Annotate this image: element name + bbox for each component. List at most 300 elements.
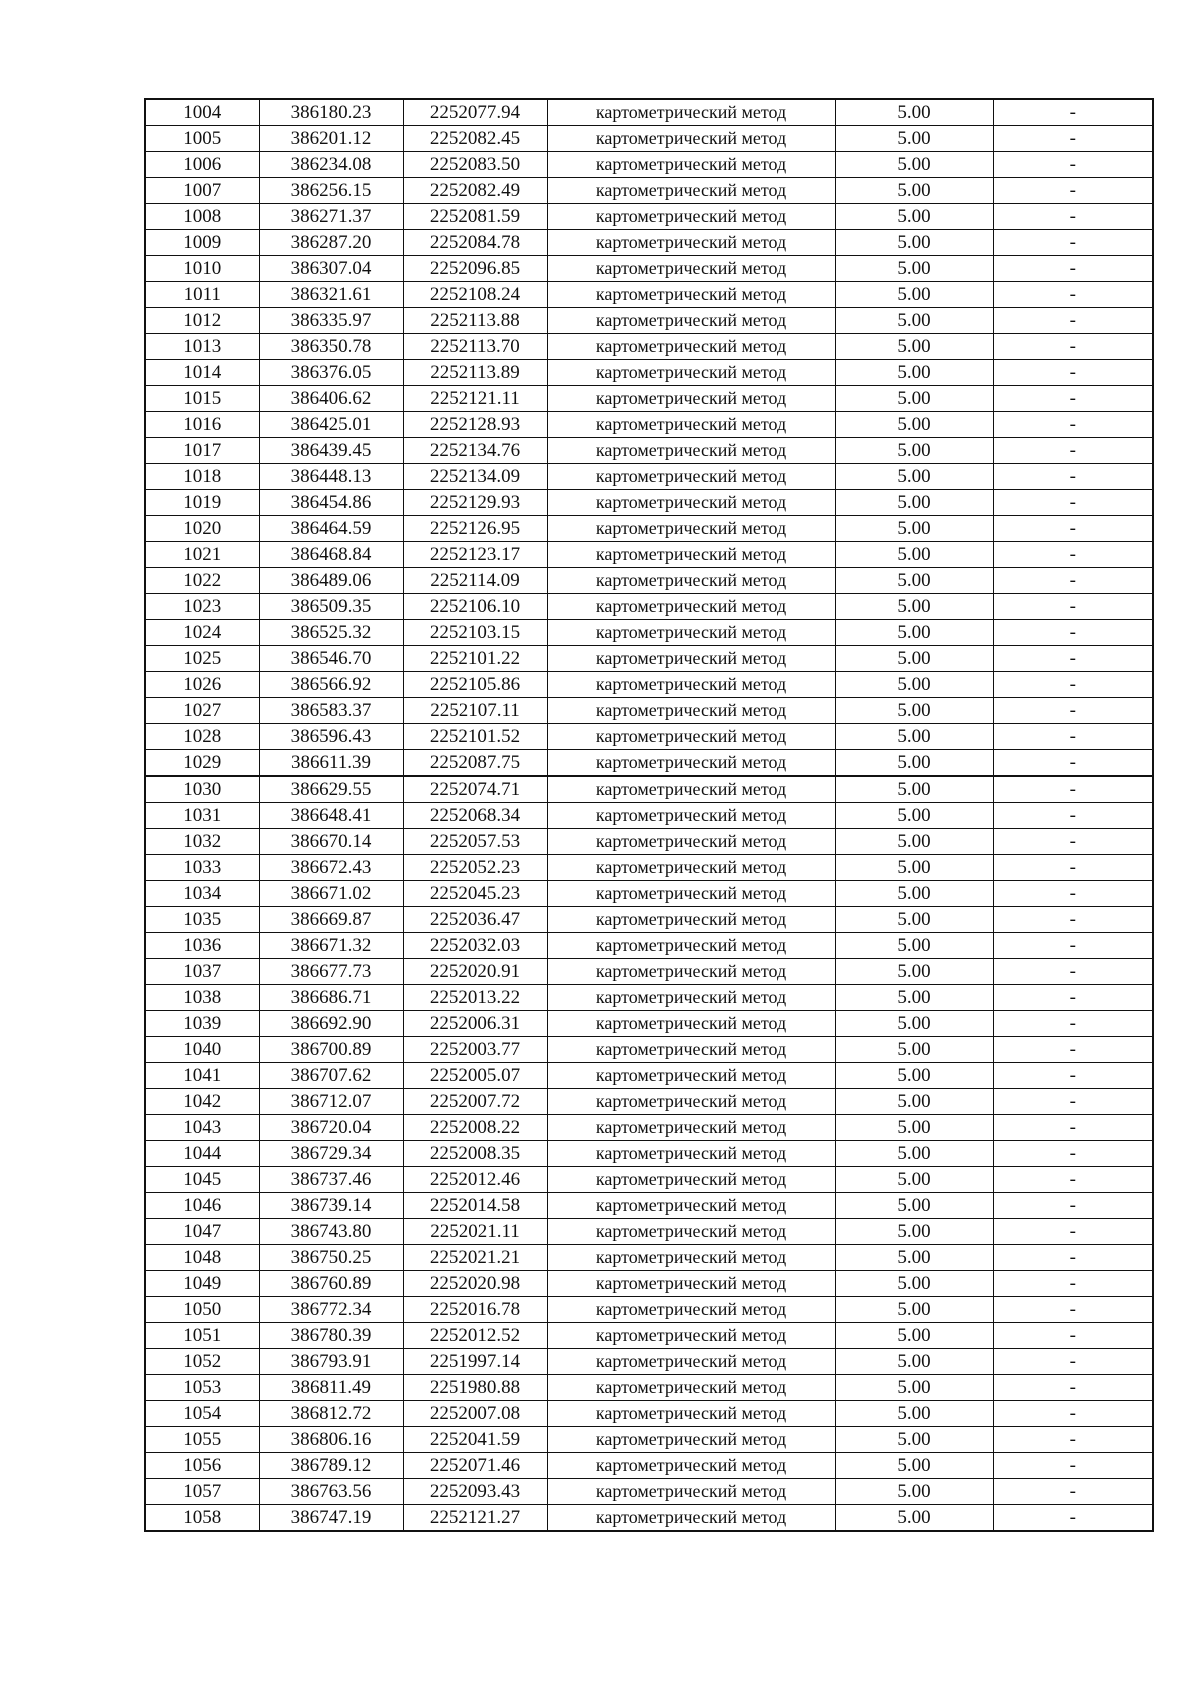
accuracy-cell: 5.00 [835, 334, 993, 360]
table-row [145, 1401, 1153, 1427]
description-cell: - [993, 646, 1153, 672]
x-coordinate-cell: 386307.04 [259, 256, 403, 282]
x-coordinate-cell: 386737.46 [259, 1167, 403, 1193]
table-row [145, 829, 1153, 855]
x-coordinate-cell: 386525.32 [259, 620, 403, 646]
accuracy-cell: 5.00 [835, 1037, 993, 1063]
description-cell: - [993, 1063, 1153, 1089]
point-number-cell: 1039 [145, 1011, 259, 1037]
description-cell: - [993, 959, 1153, 985]
point-number-cell: 1016 [145, 412, 259, 438]
point-number-cell: 1052 [145, 1349, 259, 1375]
description-cell: - [993, 881, 1153, 907]
y-coordinate-cell: 2252052.23 [403, 855, 547, 881]
description-cell: - [993, 672, 1153, 698]
method-cell: картометрический метод [547, 256, 835, 282]
method-cell: картометрический метод [547, 1063, 835, 1089]
x-coordinate-cell: 386464.59 [259, 516, 403, 542]
method-cell: картометрический метод [547, 1115, 835, 1141]
table-row [145, 1089, 1153, 1115]
y-coordinate-cell: 2252082.45 [403, 126, 547, 152]
table-row [145, 1349, 1153, 1375]
table-row [145, 620, 1153, 646]
point-number-cell: 1008 [145, 204, 259, 230]
point-number-cell: 1032 [145, 829, 259, 855]
description-cell: - [993, 360, 1153, 386]
table-row [145, 360, 1153, 386]
accuracy-cell: 5.00 [835, 1401, 993, 1427]
point-number-cell: 1033 [145, 855, 259, 881]
point-number-cell: 1057 [145, 1479, 259, 1505]
table-row [145, 1297, 1153, 1323]
y-coordinate-cell: 2252134.76 [403, 438, 547, 464]
x-coordinate-cell: 386509.35 [259, 594, 403, 620]
point-number-cell: 1018 [145, 464, 259, 490]
table-row [145, 1063, 1153, 1089]
method-cell: картометрический метод [547, 438, 835, 464]
method-cell: картометрический метод [547, 724, 835, 750]
point-number-cell: 1015 [145, 386, 259, 412]
description-cell: - [993, 1453, 1153, 1479]
y-coordinate-cell: 2252020.98 [403, 1271, 547, 1297]
description-cell: - [993, 1141, 1153, 1167]
description-cell: - [993, 152, 1153, 178]
y-coordinate-cell: 2252032.03 [403, 933, 547, 959]
accuracy-cell: 5.00 [835, 1453, 993, 1479]
y-coordinate-cell: 2252012.52 [403, 1323, 547, 1349]
y-coordinate-cell: 2252068.34 [403, 803, 547, 829]
description-cell: - [993, 516, 1153, 542]
point-number-cell: 1050 [145, 1297, 259, 1323]
y-coordinate-cell: 2252101.22 [403, 646, 547, 672]
x-coordinate-cell: 386321.61 [259, 282, 403, 308]
point-number-cell: 1024 [145, 620, 259, 646]
point-number-cell: 1041 [145, 1063, 259, 1089]
y-coordinate-cell: 2252013.22 [403, 985, 547, 1011]
point-number-cell: 1048 [145, 1245, 259, 1271]
table-row [145, 1193, 1153, 1219]
y-coordinate-cell: 2252113.70 [403, 334, 547, 360]
x-coordinate-cell: 386287.20 [259, 230, 403, 256]
y-coordinate-cell: 2252041.59 [403, 1427, 547, 1453]
x-coordinate-cell: 386669.87 [259, 907, 403, 933]
point-number-cell: 1045 [145, 1167, 259, 1193]
y-coordinate-cell: 2252008.22 [403, 1115, 547, 1141]
description-cell: - [993, 803, 1153, 829]
point-number-cell: 1004 [145, 99, 259, 126]
method-cell: картометрический метод [547, 1037, 835, 1063]
y-coordinate-cell: 2252103.15 [403, 620, 547, 646]
accuracy-cell: 5.00 [835, 620, 993, 646]
accuracy-cell: 5.00 [835, 803, 993, 829]
table-row [145, 646, 1153, 672]
table-row [145, 204, 1153, 230]
point-number-cell: 1022 [145, 568, 259, 594]
y-coordinate-cell: 2252077.94 [403, 99, 547, 126]
y-coordinate-cell: 2252087.75 [403, 750, 547, 777]
description-cell: - [993, 985, 1153, 1011]
y-coordinate-cell: 2252101.52 [403, 724, 547, 750]
accuracy-cell: 5.00 [835, 308, 993, 334]
accuracy-cell: 5.00 [835, 204, 993, 230]
accuracy-cell: 5.00 [835, 881, 993, 907]
description-cell: - [993, 1089, 1153, 1115]
method-cell: картометрический метод [547, 829, 835, 855]
method-cell: картометрический метод [547, 1011, 835, 1037]
x-coordinate-cell: 386234.08 [259, 152, 403, 178]
method-cell: картометрический метод [547, 750, 835, 777]
accuracy-cell: 5.00 [835, 1349, 993, 1375]
accuracy-cell: 5.00 [835, 490, 993, 516]
x-coordinate-cell: 386271.37 [259, 204, 403, 230]
y-coordinate-cell: 2252007.72 [403, 1089, 547, 1115]
x-coordinate-cell: 386739.14 [259, 1193, 403, 1219]
method-cell: картометрический метод [547, 1323, 835, 1349]
method-cell: картометрический метод [547, 672, 835, 698]
table-row [145, 490, 1153, 516]
description-cell: - [993, 1219, 1153, 1245]
y-coordinate-cell: 2252036.47 [403, 907, 547, 933]
description-cell: - [993, 464, 1153, 490]
point-number-cell: 1054 [145, 1401, 259, 1427]
y-coordinate-cell: 2252021.21 [403, 1245, 547, 1271]
point-number-cell: 1025 [145, 646, 259, 672]
method-cell: картометрический метод [547, 959, 835, 985]
method-cell: картометрический метод [547, 1375, 835, 1401]
x-coordinate-cell: 386677.73 [259, 959, 403, 985]
method-cell: картометрический метод [547, 1219, 835, 1245]
method-cell: картометрический метод [547, 1479, 835, 1505]
description-cell: - [993, 855, 1153, 881]
table-row [145, 985, 1153, 1011]
x-coordinate-cell: 386780.39 [259, 1323, 403, 1349]
y-coordinate-cell: 2252121.11 [403, 386, 547, 412]
description-cell: - [993, 412, 1153, 438]
point-number-cell: 1006 [145, 152, 259, 178]
accuracy-cell: 5.00 [835, 438, 993, 464]
table-row [145, 855, 1153, 881]
description-cell: - [993, 99, 1153, 126]
description-cell: - [993, 568, 1153, 594]
x-coordinate-cell: 386670.14 [259, 829, 403, 855]
accuracy-cell: 5.00 [835, 1167, 993, 1193]
point-number-cell: 1053 [145, 1375, 259, 1401]
table-row [145, 1219, 1153, 1245]
x-coordinate-cell: 386729.34 [259, 1141, 403, 1167]
table-row [145, 464, 1153, 490]
method-cell: картометрический метод [547, 646, 835, 672]
method-cell: картометрический метод [547, 308, 835, 334]
table-row [145, 1011, 1153, 1037]
y-coordinate-cell: 2252093.43 [403, 1479, 547, 1505]
description-cell: - [993, 1375, 1153, 1401]
description-cell: - [993, 698, 1153, 724]
y-coordinate-cell: 2252107.11 [403, 698, 547, 724]
method-cell: картометрический метод [547, 1193, 835, 1219]
description-cell: - [993, 1167, 1153, 1193]
y-coordinate-cell: 2252129.93 [403, 490, 547, 516]
accuracy-cell: 5.00 [835, 126, 993, 152]
x-coordinate-cell: 386629.55 [259, 776, 403, 803]
description-cell: - [993, 1115, 1153, 1141]
y-coordinate-cell: 2252014.58 [403, 1193, 547, 1219]
x-coordinate-cell: 386811.49 [259, 1375, 403, 1401]
description-cell: - [993, 594, 1153, 620]
x-coordinate-cell: 386648.41 [259, 803, 403, 829]
method-cell: картометрический метод [547, 803, 835, 829]
method-cell: картометрический метод [547, 1089, 835, 1115]
y-coordinate-cell: 2252020.91 [403, 959, 547, 985]
description-cell: - [993, 542, 1153, 568]
x-coordinate-cell: 386712.07 [259, 1089, 403, 1115]
description-cell: - [993, 1349, 1153, 1375]
accuracy-cell: 5.00 [835, 985, 993, 1011]
point-number-cell: 1034 [145, 881, 259, 907]
table-row [145, 308, 1153, 334]
table-row [145, 776, 1153, 803]
description-cell: - [993, 1427, 1153, 1453]
accuracy-cell: 5.00 [835, 542, 993, 568]
description-cell: - [993, 1245, 1153, 1271]
accuracy-cell: 5.00 [835, 959, 993, 985]
accuracy-cell: 5.00 [835, 1011, 993, 1037]
description-cell: - [993, 750, 1153, 777]
x-coordinate-cell: 386747.19 [259, 1505, 403, 1532]
description-cell: - [993, 386, 1153, 412]
method-cell: картометрический метод [547, 152, 835, 178]
y-coordinate-cell: 2252106.10 [403, 594, 547, 620]
point-number-cell: 1027 [145, 698, 259, 724]
x-coordinate-cell: 386448.13 [259, 464, 403, 490]
y-coordinate-cell: 2252082.49 [403, 178, 547, 204]
x-coordinate-cell: 386376.05 [259, 360, 403, 386]
method-cell: картометрический метод [547, 907, 835, 933]
accuracy-cell: 5.00 [835, 464, 993, 490]
description-cell: - [993, 204, 1153, 230]
method-cell: картометрический метод [547, 1505, 835, 1532]
method-cell: картометрический метод [547, 282, 835, 308]
coordinates-table [144, 98, 1154, 1532]
method-cell: картометрический метод [547, 386, 835, 412]
point-number-cell: 1051 [145, 1323, 259, 1349]
x-coordinate-cell: 386454.86 [259, 490, 403, 516]
description-cell: - [993, 620, 1153, 646]
accuracy-cell: 5.00 [835, 1115, 993, 1141]
accuracy-cell: 5.00 [835, 256, 993, 282]
point-number-cell: 1030 [145, 776, 259, 803]
accuracy-cell: 5.00 [835, 1375, 993, 1401]
accuracy-cell: 5.00 [835, 1219, 993, 1245]
x-coordinate-cell: 386546.70 [259, 646, 403, 672]
point-number-cell: 1043 [145, 1115, 259, 1141]
y-coordinate-cell: 2252021.11 [403, 1219, 547, 1245]
table-row [145, 724, 1153, 750]
y-coordinate-cell: 2252045.23 [403, 881, 547, 907]
x-coordinate-cell: 386335.97 [259, 308, 403, 334]
description-cell: - [993, 933, 1153, 959]
accuracy-cell: 5.00 [835, 1297, 993, 1323]
x-coordinate-cell: 386672.43 [259, 855, 403, 881]
point-number-cell: 1035 [145, 907, 259, 933]
accuracy-cell: 5.00 [835, 230, 993, 256]
table-row [145, 412, 1153, 438]
method-cell: картометрический метод [547, 776, 835, 803]
description-cell: - [993, 1323, 1153, 1349]
accuracy-cell: 5.00 [835, 282, 993, 308]
accuracy-cell: 5.00 [835, 1245, 993, 1271]
table-row [145, 933, 1153, 959]
table-row [145, 1479, 1153, 1505]
accuracy-cell: 5.00 [835, 829, 993, 855]
point-number-cell: 1056 [145, 1453, 259, 1479]
x-coordinate-cell: 386180.23 [259, 99, 403, 126]
y-coordinate-cell: 2252071.46 [403, 1453, 547, 1479]
x-coordinate-cell: 386350.78 [259, 334, 403, 360]
y-coordinate-cell: 2252123.17 [403, 542, 547, 568]
x-coordinate-cell: 386760.89 [259, 1271, 403, 1297]
x-coordinate-cell: 386763.56 [259, 1479, 403, 1505]
description-cell: - [993, 1011, 1153, 1037]
table-row [145, 126, 1153, 152]
x-coordinate-cell: 386425.01 [259, 412, 403, 438]
y-coordinate-cell: 2252108.24 [403, 282, 547, 308]
point-number-cell: 1028 [145, 724, 259, 750]
method-cell: картометрический метод [547, 855, 835, 881]
method-cell: картометрический метод [547, 126, 835, 152]
description-cell: - [993, 308, 1153, 334]
accuracy-cell: 5.00 [835, 1271, 993, 1297]
y-coordinate-cell: 2252006.31 [403, 1011, 547, 1037]
table-row [145, 698, 1153, 724]
accuracy-cell: 5.00 [835, 152, 993, 178]
point-number-cell: 1038 [145, 985, 259, 1011]
table-row [145, 672, 1153, 698]
y-coordinate-cell: 2252134.09 [403, 464, 547, 490]
y-coordinate-cell: 2252008.35 [403, 1141, 547, 1167]
method-cell: картометрический метод [547, 620, 835, 646]
description-cell: - [993, 230, 1153, 256]
method-cell: картометрический метод [547, 1245, 835, 1271]
description-cell: - [993, 1401, 1153, 1427]
accuracy-cell: 5.00 [835, 724, 993, 750]
point-number-cell: 1058 [145, 1505, 259, 1532]
table-row [145, 516, 1153, 542]
y-coordinate-cell: 2252074.71 [403, 776, 547, 803]
accuracy-cell: 5.00 [835, 1193, 993, 1219]
point-number-cell: 1020 [145, 516, 259, 542]
x-coordinate-cell: 386772.34 [259, 1297, 403, 1323]
x-coordinate-cell: 386750.25 [259, 1245, 403, 1271]
accuracy-cell: 5.00 [835, 1141, 993, 1167]
accuracy-cell: 5.00 [835, 750, 993, 777]
point-number-cell: 1026 [145, 672, 259, 698]
table-row [145, 1271, 1153, 1297]
y-coordinate-cell: 2252126.95 [403, 516, 547, 542]
point-number-cell: 1007 [145, 178, 259, 204]
accuracy-cell: 5.00 [835, 594, 993, 620]
point-number-cell: 1047 [145, 1219, 259, 1245]
table-row [145, 282, 1153, 308]
point-number-cell: 1021 [145, 542, 259, 568]
point-number-cell: 1009 [145, 230, 259, 256]
point-number-cell: 1011 [145, 282, 259, 308]
method-cell: картометрический метод [547, 1297, 835, 1323]
table-row [145, 1141, 1153, 1167]
method-cell: картометрический метод [547, 360, 835, 386]
description-cell: - [993, 907, 1153, 933]
point-number-cell: 1046 [145, 1193, 259, 1219]
description-cell: - [993, 829, 1153, 855]
point-number-cell: 1013 [145, 334, 259, 360]
method-cell: картометрический метод [547, 334, 835, 360]
point-number-cell: 1012 [145, 308, 259, 334]
table-row [145, 230, 1153, 256]
point-number-cell: 1031 [145, 803, 259, 829]
x-coordinate-cell: 386489.06 [259, 568, 403, 594]
table-row [145, 881, 1153, 907]
accuracy-cell: 5.00 [835, 1427, 993, 1453]
accuracy-cell: 5.00 [835, 412, 993, 438]
description-cell: - [993, 1505, 1153, 1532]
x-coordinate-cell: 386789.12 [259, 1453, 403, 1479]
x-coordinate-cell: 386611.39 [259, 750, 403, 777]
accuracy-cell: 5.00 [835, 698, 993, 724]
point-number-cell: 1042 [145, 1089, 259, 1115]
y-coordinate-cell: 2252016.78 [403, 1297, 547, 1323]
table-row [145, 594, 1153, 620]
method-cell: картометрический метод [547, 542, 835, 568]
method-cell: картометрический метод [547, 230, 835, 256]
accuracy-cell: 5.00 [835, 99, 993, 126]
table-row [145, 1167, 1153, 1193]
y-coordinate-cell: 2252128.93 [403, 412, 547, 438]
x-coordinate-cell: 386707.62 [259, 1063, 403, 1089]
table-row [145, 99, 1153, 126]
method-cell: картометрический метод [547, 99, 835, 126]
accuracy-cell: 5.00 [835, 1089, 993, 1115]
table-row [145, 178, 1153, 204]
point-number-cell: 1055 [145, 1427, 259, 1453]
method-cell: картометрический метод [547, 698, 835, 724]
y-coordinate-cell: 2252113.89 [403, 360, 547, 386]
method-cell: картометрический метод [547, 1427, 835, 1453]
table-row [145, 1323, 1153, 1349]
point-number-cell: 1023 [145, 594, 259, 620]
description-cell: - [993, 1037, 1153, 1063]
accuracy-cell: 5.00 [835, 1505, 993, 1532]
y-coordinate-cell: 2252081.59 [403, 204, 547, 230]
table-row [145, 542, 1153, 568]
description-cell: - [993, 1271, 1153, 1297]
method-cell: картометрический метод [547, 1141, 835, 1167]
method-cell: картометрический метод [547, 594, 835, 620]
x-coordinate-cell: 386743.80 [259, 1219, 403, 1245]
accuracy-cell: 5.00 [835, 386, 993, 412]
accuracy-cell: 5.00 [835, 178, 993, 204]
x-coordinate-cell: 386439.45 [259, 438, 403, 464]
table-row [145, 256, 1153, 282]
accuracy-cell: 5.00 [835, 1323, 993, 1349]
x-coordinate-cell: 386692.90 [259, 1011, 403, 1037]
method-cell: картометрический метод [547, 178, 835, 204]
y-coordinate-cell: 2252105.86 [403, 672, 547, 698]
y-coordinate-cell: 2252083.50 [403, 152, 547, 178]
x-coordinate-cell: 386566.92 [259, 672, 403, 698]
x-coordinate-cell: 386256.15 [259, 178, 403, 204]
x-coordinate-cell: 386671.02 [259, 881, 403, 907]
accuracy-cell: 5.00 [835, 516, 993, 542]
table-row [145, 386, 1153, 412]
